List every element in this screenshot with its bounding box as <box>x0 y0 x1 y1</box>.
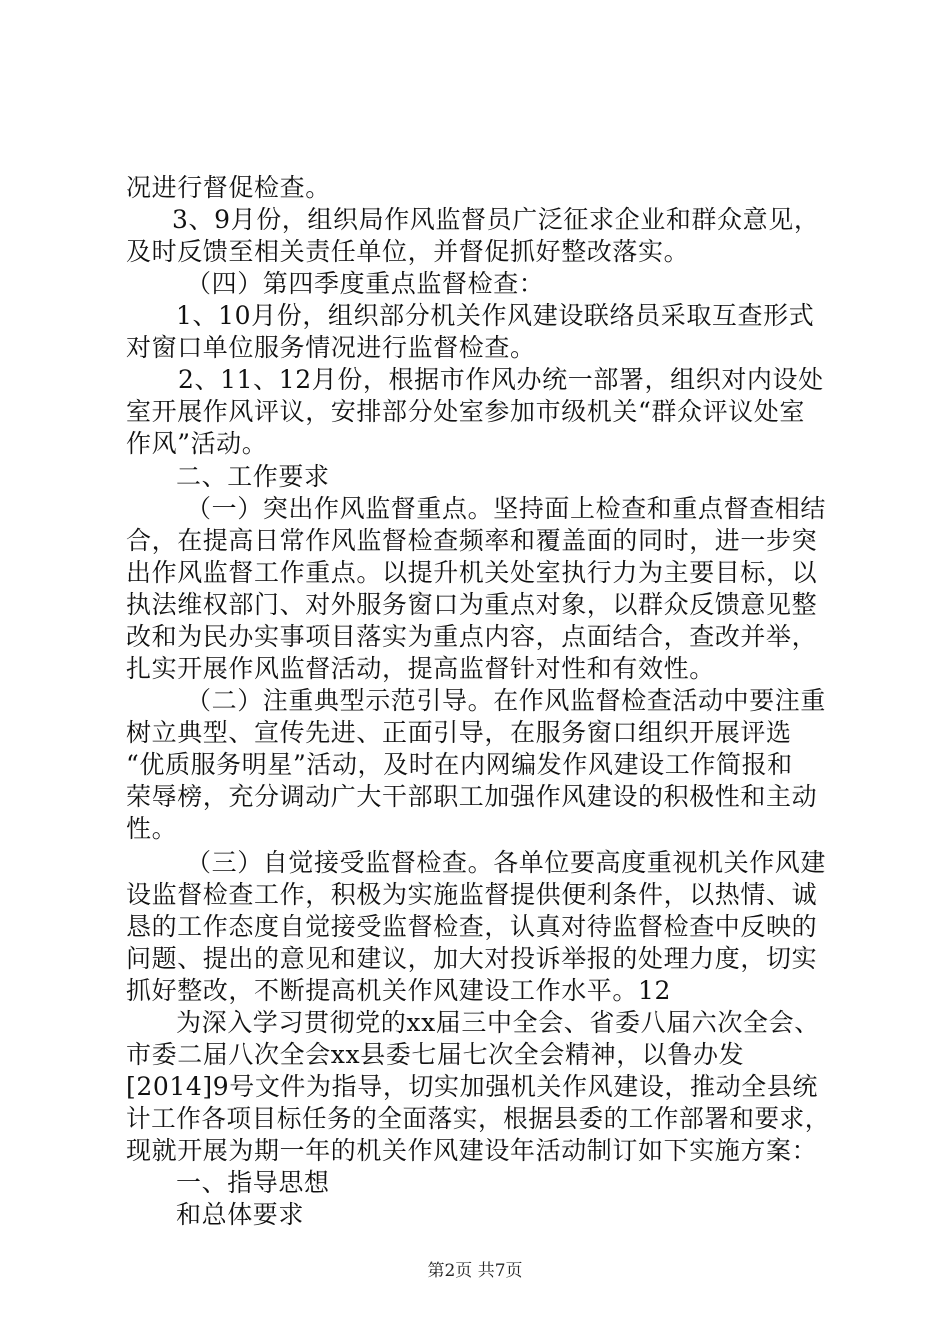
text-line: 现就开展为期一年的机关作风建设年活动制订如下实施方案： <box>126 1136 818 1165</box>
text-line: 设监督检查工作，积极为实施监督提供便利条件，以热情、诚 <box>126 880 818 909</box>
text-line: 扎实开展作风监督活动，提高监督针对性和有效性。 <box>126 654 715 683</box>
text-line: 恳的工作态度自觉接受监督检查，认真对待监督检查中反映的 <box>126 912 818 941</box>
text-line: 室开展作风评议，安排部分处室参加市级机关“群众评议处室 <box>126 397 805 426</box>
section-heading: （四）第四季度重点监督检查： <box>186 269 545 298</box>
text-line: 2、11、12月份，根据市作风办统一部署，组织对内设处 <box>178 365 824 394</box>
text-line: 抓好整改，不断提高机关作风建设工作水平。12 <box>126 976 672 1005</box>
text-line: 及时反馈至相关责任单位，并督促抓好整改落实。 <box>126 237 690 266</box>
text-line: 作风”活动。 <box>126 429 268 458</box>
text-line: （二）注重典型示范引导。在作风监督检查活动中要注重 <box>186 686 827 715</box>
text-line: （三）自觉接受监督检查。各单位要高度重视机关作风建 <box>186 848 827 877</box>
text-line: 为深入学习贯彻党的xx届三中全会、省委八届六次全会、 <box>176 1008 820 1037</box>
text-line: 1、10月份，组织部分机关作风建设联络员采取互查形式 <box>176 301 815 330</box>
text-line: 计工作各项目标任务的全面落实，根据县委的工作部署和要求， <box>126 1104 830 1133</box>
text-line: 市委二届八次全会xx县委七届七次全会精神，以鲁办发 <box>126 1040 745 1069</box>
text-line: 出作风监督工作重点。以提升机关处室执行力为主要目标，以 <box>126 558 818 587</box>
text-line: 况进行督促检查。 <box>126 173 331 202</box>
text-line: 荣辱榜，充分调动广大干部职工加强作风建设的积极性和主动 <box>126 782 818 811</box>
text-line: 合，在提高日常作风监督检查频率和覆盖面的同时，进一步突 <box>126 526 818 555</box>
text-line: “优质服务明星”活动，及时在内网编发作风建设工作简报和 <box>126 750 793 779</box>
section-heading: 二、工作要求 <box>176 462 330 491</box>
text-line: （一）突出作风监督重点。坚持面上检查和重点督查相结 <box>186 494 827 523</box>
text-line: 对窗口单位服务情况进行监督检查。 <box>126 333 536 362</box>
section-heading: 一、指导思想 <box>176 1168 330 1197</box>
page-number-footer: 第2页 共7页 <box>427 1261 523 1281</box>
text-line: 执法维权部门、对外服务窗口为重点对象，以群众反馈意见整 <box>126 590 818 619</box>
text-line: 问题、提出的意见和建议，加大对投诉举报的处理力度，切实 <box>126 944 818 973</box>
text-line: 改和为民办实事项目落实为重点内容，点面结合，查改并举， <box>126 622 818 651</box>
text-line: [2014]9号文件为指导，切实加强机关作风建设，推动全县统 <box>126 1072 819 1101</box>
text-line: 树立典型、宣传先进、正面引导，在服务窗口组织开展评选 <box>126 718 792 747</box>
text-line: 3、9月份，组织局作风监督员广泛征求企业和群众意见， <box>172 205 820 234</box>
text-line: 性。 <box>126 814 178 843</box>
text-line: 和总体要求 <box>176 1200 305 1229</box>
